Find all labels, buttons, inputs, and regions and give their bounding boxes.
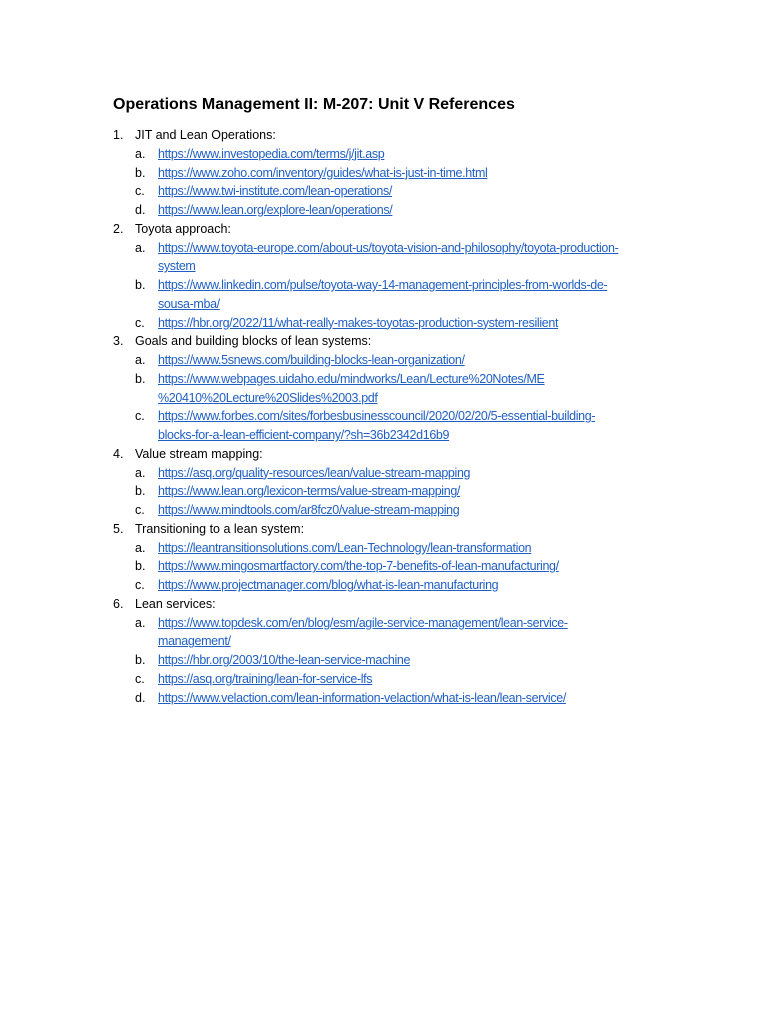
- reference-letter: c.: [135, 315, 145, 330]
- reference-link[interactable]: [158, 539, 693, 558]
- reference-link-text: https://asq.org/training/lean-for-service-lfs: [158, 671, 373, 686]
- reference-link[interactable]: [158, 182, 693, 201]
- reference-link-text: https://www.lean.org/lexicon-terms/value-stream-mapping/: [158, 484, 461, 499]
- reference-item: [113, 614, 693, 652]
- reference-letter: b.: [135, 371, 146, 386]
- reference-link[interactable]: [158, 164, 693, 183]
- reference-link-text: management/: [158, 634, 231, 649]
- reference-link[interactable]: [158, 689, 693, 708]
- reference-link-text: %20410%20Lecture%20Slides%2003.pdf: [158, 390, 378, 405]
- reference-letter: b.: [135, 278, 146, 292]
- reference-link[interactable]: [158, 576, 693, 595]
- section-label: Goals and building blocks of lean systems:: [135, 334, 372, 349]
- reference-letter: a.: [135, 240, 146, 255]
- reference-link-text: https://www.velaction.com/lean-information-velaction/what-is-lean/lean-service/: [158, 690, 566, 705]
- reference-letter: d.: [135, 203, 146, 217]
- reference-item: [113, 501, 693, 520]
- reference-link-text: blocks-for-a-lean-efficient-company/?sh=36b2342d16b9: [158, 428, 450, 442]
- section-number: 4.: [113, 446, 124, 461]
- reference-link-text: https://leantransitionsolutions.com/Lean-Technology/lean-transformation: [158, 540, 532, 555]
- reference-link-text: https://www.topdesk.com/en/blog/esm/agile-service-management/lean-service-: [158, 615, 568, 630]
- reference-item: [113, 557, 693, 576]
- reference-link-text: https://www.toyota-europe.com/about-us/toyota-vision-and-philosophy/toyota-production-: [158, 240, 619, 255]
- section-number: 2.: [113, 221, 124, 236]
- reference-link[interactable]: [158, 276, 693, 314]
- section-heading: [113, 332, 693, 351]
- reference-letter: a.: [135, 540, 146, 555]
- reference-section: [113, 332, 693, 445]
- reference-item: [113, 351, 693, 370]
- reference-link-text: https://www.mindtools.com/ar8fcz0/value-stream-mapping: [158, 503, 460, 517]
- reference-link-text: https://www.lean.org/explore-lean/operations/: [158, 203, 393, 217]
- reference-item: [113, 276, 693, 314]
- reference-letter: b.: [135, 165, 146, 180]
- reference-item: [113, 314, 693, 333]
- reference-letter: c.: [135, 184, 145, 199]
- reference-link-text: https://hbr.org/2003/10/the-lean-service-machine: [158, 653, 411, 667]
- reference-item: [113, 576, 693, 595]
- reference-link[interactable]: [158, 145, 693, 164]
- section-heading: [113, 595, 693, 614]
- reference-section: [113, 220, 693, 333]
- reference-section: [113, 595, 693, 708]
- section-heading: [113, 220, 693, 239]
- reference-item: [113, 182, 693, 201]
- section-number: 5.: [113, 521, 124, 536]
- reference-section: [113, 520, 693, 595]
- reference-link[interactable]: [158, 239, 693, 277]
- reference-link[interactable]: [158, 370, 693, 408]
- reference-item: [113, 370, 693, 408]
- reference-item: [113, 689, 693, 708]
- section-label: JIT and Lean Operations:: [135, 128, 276, 142]
- reference-item: [113, 670, 693, 689]
- reference-link[interactable]: [158, 651, 693, 670]
- reference-letter: b.: [135, 653, 146, 667]
- reference-link[interactable]: [158, 482, 693, 501]
- reference-link-text: https://www.mingosmartfactory.com/the-top-7-benefits-of-lean-manufacturing/: [158, 559, 559, 574]
- reference-letter: c.: [135, 671, 145, 686]
- reference-item: [113, 164, 693, 183]
- section-number: 1.: [113, 128, 124, 142]
- reference-item: [113, 239, 693, 277]
- reference-link[interactable]: [158, 464, 693, 483]
- reference-section: [113, 126, 693, 220]
- reference-link-text: https://asq.org/quality-resources/lean/value-stream-mapping: [158, 465, 471, 480]
- reference-link-text: https://hbr.org/2022/11/what-really-makes-toyotas-production-system-resilient: [158, 315, 559, 330]
- reference-link[interactable]: [158, 201, 693, 220]
- reference-item: [113, 482, 693, 501]
- section-label: Transitioning to a lean system:: [135, 521, 305, 536]
- reference-link[interactable]: [158, 501, 693, 520]
- section-number: 3.: [113, 334, 124, 349]
- reference-item: [113, 651, 693, 670]
- reference-link-text: https://www.webpages.uidaho.edu/mindworks/Lean/Lecture%20Notes/ME: [158, 371, 545, 386]
- reference-link-text: https://www.forbes.com/sites/forbesbusinesscouncil/2020/02/20/5-essential-building-: [158, 409, 596, 424]
- reference-link-text: system: [158, 259, 196, 274]
- section-label: Value stream mapping:: [135, 446, 263, 461]
- reference-item: [113, 145, 693, 164]
- reference-link[interactable]: [158, 407, 693, 445]
- reference-link[interactable]: [158, 614, 693, 652]
- reference-item: [113, 539, 693, 558]
- section-number: 6.: [113, 596, 124, 611]
- section-label: Toyota approach:: [135, 221, 231, 236]
- reference-item: [113, 464, 693, 483]
- section-label: Lean services:: [135, 596, 216, 611]
- reference-section: [113, 445, 693, 520]
- reference-letter: a.: [135, 146, 146, 161]
- reference-link-text: https://www.twi-institute.com/lean-operations/: [158, 184, 393, 199]
- reference-letter: c.: [135, 503, 145, 517]
- reference-link-text: https://www.projectmanager.com/blog/what-is-lean-manufacturing: [158, 578, 499, 592]
- reference-link[interactable]: [158, 670, 693, 689]
- section-heading: [113, 520, 693, 539]
- reference-letter: b.: [135, 559, 146, 574]
- reference-link[interactable]: [158, 557, 693, 576]
- reference-item: [113, 407, 693, 445]
- reference-letter: a.: [135, 615, 146, 630]
- reference-letter: c.: [135, 409, 145, 424]
- reference-link-text: https://www.investopedia.com/terms/j/jit.asp: [158, 146, 385, 161]
- reference-link-text: sousa-mba/: [158, 296, 220, 311]
- reference-letter: d.: [135, 690, 146, 705]
- references-list: [113, 126, 693, 707]
- section-heading: [113, 126, 693, 145]
- reference-letter: a.: [135, 465, 146, 480]
- document-title: Operations Management II: M-207: Unit V References: [113, 96, 515, 113]
- section-heading: [113, 445, 693, 464]
- reference-link-text: https://www.5snews.com/building-blocks-lean-organization/: [158, 353, 465, 367]
- reference-link[interactable]: [158, 351, 693, 370]
- reference-link[interactable]: [158, 314, 693, 333]
- reference-letter: c.: [135, 578, 145, 592]
- reference-link-text: https://www.linkedin.com/pulse/toyota-way-14-management-principles-from-worlds-de-: [158, 278, 608, 292]
- reference-item: [113, 201, 693, 220]
- reference-letter: a.: [135, 353, 146, 367]
- reference-letter: b.: [135, 484, 146, 499]
- reference-link-text: https://www.zoho.com/inventory/guides/what-is-just-in-time.html: [158, 165, 488, 180]
